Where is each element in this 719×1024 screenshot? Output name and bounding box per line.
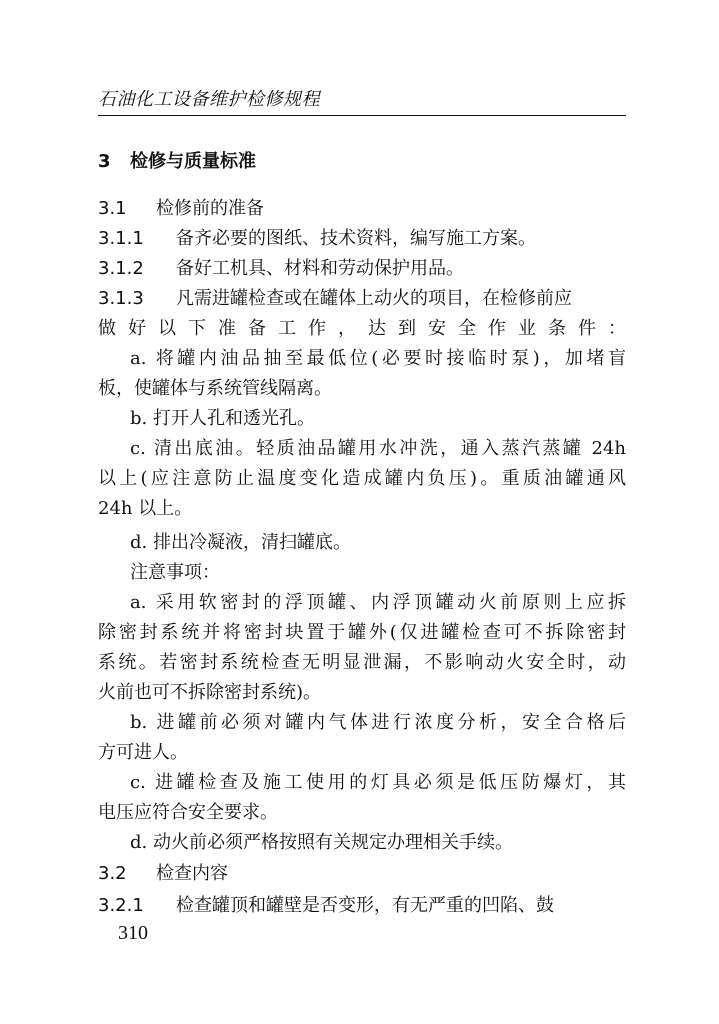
- notes-title: 注意事项：: [130, 562, 220, 583]
- clause-3-2-1: [98, 894, 626, 918]
- paragraph-line: 系统。若密封系统检查无明显泄漏，不影响动火安全时，动: [98, 652, 626, 673]
- paragraph-line: 电压应符合安全要求。: [98, 802, 278, 823]
- clause-3-1-2: [98, 257, 626, 281]
- note-item-c: c. 进罐检查及施工使用的灯具必须是低压防爆灯，其: [130, 772, 626, 793]
- section-number: 3: [98, 151, 111, 172]
- page-number: 310: [118, 922, 148, 944]
- clause-3-1-3: [98, 287, 626, 311]
- clause-number: 3.1.3: [98, 288, 144, 309]
- clause-text: 备齐必要的图纸、技术资料，编写施工方案。: [176, 228, 536, 249]
- note-item-b: b. 进罐前必须对罐内气体进行浓度分析，安全合格后: [130, 712, 626, 733]
- section-3-heading: [98, 150, 626, 174]
- running-header: 石油化工设备维护检修规程: [98, 89, 320, 110]
- paragraph-line: 做好以下准备工作，达到安全作业条件：: [98, 318, 626, 339]
- paragraph-line: 方可进人。: [98, 742, 188, 763]
- prep-item-c: c. 清出底油。轻质油品罐用水冲洗，通入蒸汽蒸罐 24h: [130, 438, 626, 459]
- clause-3-1-1: [98, 227, 626, 251]
- clause-text: 备好工机具、材料和劳动保护用品。: [176, 258, 464, 279]
- prep-item-d: d. 排出冷凝液，清扫罐底。: [130, 532, 351, 553]
- note-item-a: a. 采用软密封的浮顶罐、内浮顶罐动火前原则上应拆: [130, 592, 626, 613]
- prep-item-b: b. 打开人孔和透光孔。: [130, 408, 315, 429]
- subsection-3-2-heading: [98, 862, 626, 886]
- subsection-number: 3.2: [98, 863, 127, 884]
- paragraph-line: 以上(应注意防止温度变化造成罐内负压)。重质油罐通风: [98, 468, 626, 489]
- section-title: 检修与质量标准: [130, 151, 256, 172]
- note-item-d: d. 动火前必须严格按照有关规定办理相关手续。: [130, 832, 513, 853]
- clause-number: 3.1.2: [98, 258, 144, 279]
- header-rule: [98, 115, 626, 116]
- paragraph-line: 板，使罐体与系统管线隔离。: [98, 378, 332, 399]
- clause-text: 检查罐顶和罐壁是否变形，有无严重的凹陷、鼓: [176, 895, 554, 916]
- prep-item-a: a. 将罐内油品抽至最低位(必要时接临时泵)，加堵盲: [130, 348, 626, 369]
- clause-number: 3.2.1: [98, 895, 144, 916]
- subsection-3-1-heading: [98, 197, 626, 221]
- subsection-number: 3.1: [98, 198, 127, 219]
- clause-number: 3.1.1: [98, 228, 144, 249]
- paragraph-line: 除密封系统并将密封块置于罐外(仅进罐检查可不拆除密封: [98, 622, 626, 643]
- paragraph-line: 火前也可不拆除密封系统)。: [98, 682, 322, 703]
- clause-text: 凡需进罐检查或在罐体上动火的项目，在检修前应: [176, 288, 572, 309]
- subsection-title: 检修前的准备: [156, 198, 264, 219]
- subsection-title: 检查内容: [156, 863, 228, 884]
- paragraph-line: 24h 以上。: [98, 498, 193, 519]
